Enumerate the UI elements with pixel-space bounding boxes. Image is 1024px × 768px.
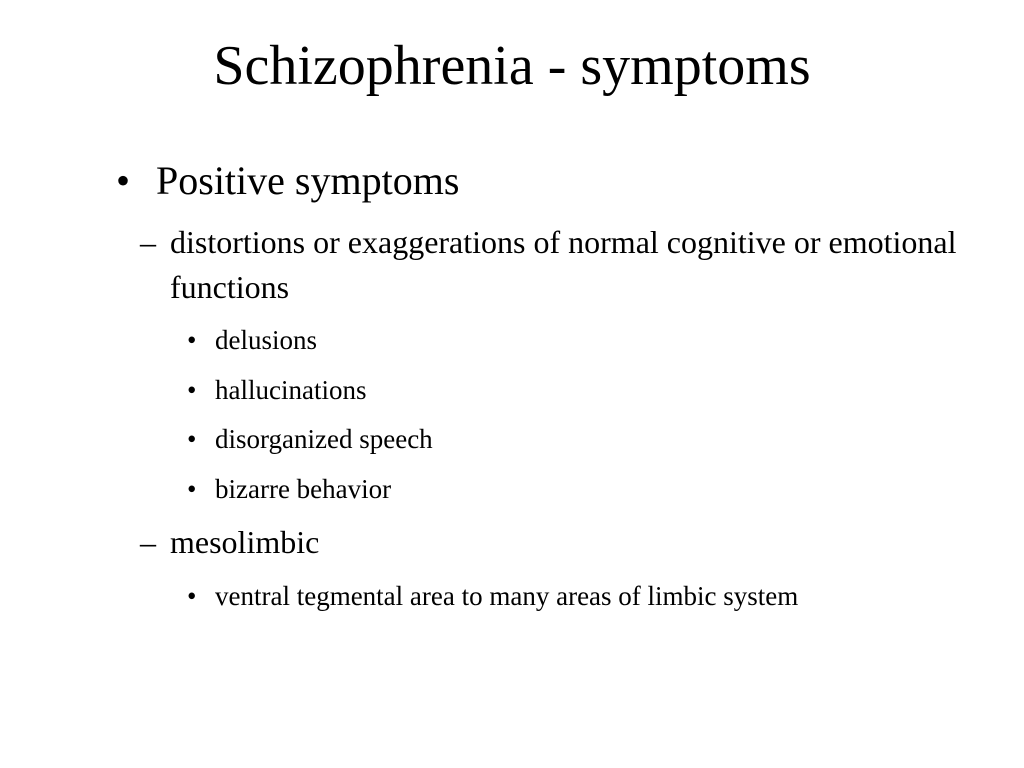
subbullet-distortions [140, 220, 970, 310]
subbullet-text: distortions or exaggerations of normal cognitive or emotional functions [170, 224, 957, 305]
item-text: bizarre behavior [215, 474, 392, 504]
item-delusions [187, 320, 907, 360]
item-text: hallucinations [215, 375, 367, 405]
item-disorganized-speech [187, 419, 907, 459]
bullet-marker: • [116, 158, 131, 203]
bullet-positive-symptoms [116, 157, 996, 205]
bullet-marker: • [187, 375, 197, 405]
dash-marker: – [140, 224, 156, 260]
item-text: disorganized speech [215, 424, 433, 454]
item-hallucinations [187, 370, 907, 410]
bullet-marker: • [187, 474, 197, 504]
item-ventral-tegmental [187, 576, 907, 616]
subbullet-text: mesolimbic [170, 524, 320, 560]
bullet-marker: • [187, 581, 197, 611]
item-text: ventral tegmental area to many areas of limbic system [215, 581, 799, 611]
subbullet-mesolimbic [140, 520, 970, 565]
bullet-text: Positive symptoms [156, 158, 460, 203]
dash-marker: – [140, 524, 156, 560]
slide-title: Schizophrenia - symptoms [213, 35, 811, 97]
bullet-marker: • [187, 325, 197, 355]
item-bizarre-behavior [187, 469, 907, 509]
bullet-marker: • [187, 424, 197, 454]
item-text: delusions [215, 325, 318, 355]
